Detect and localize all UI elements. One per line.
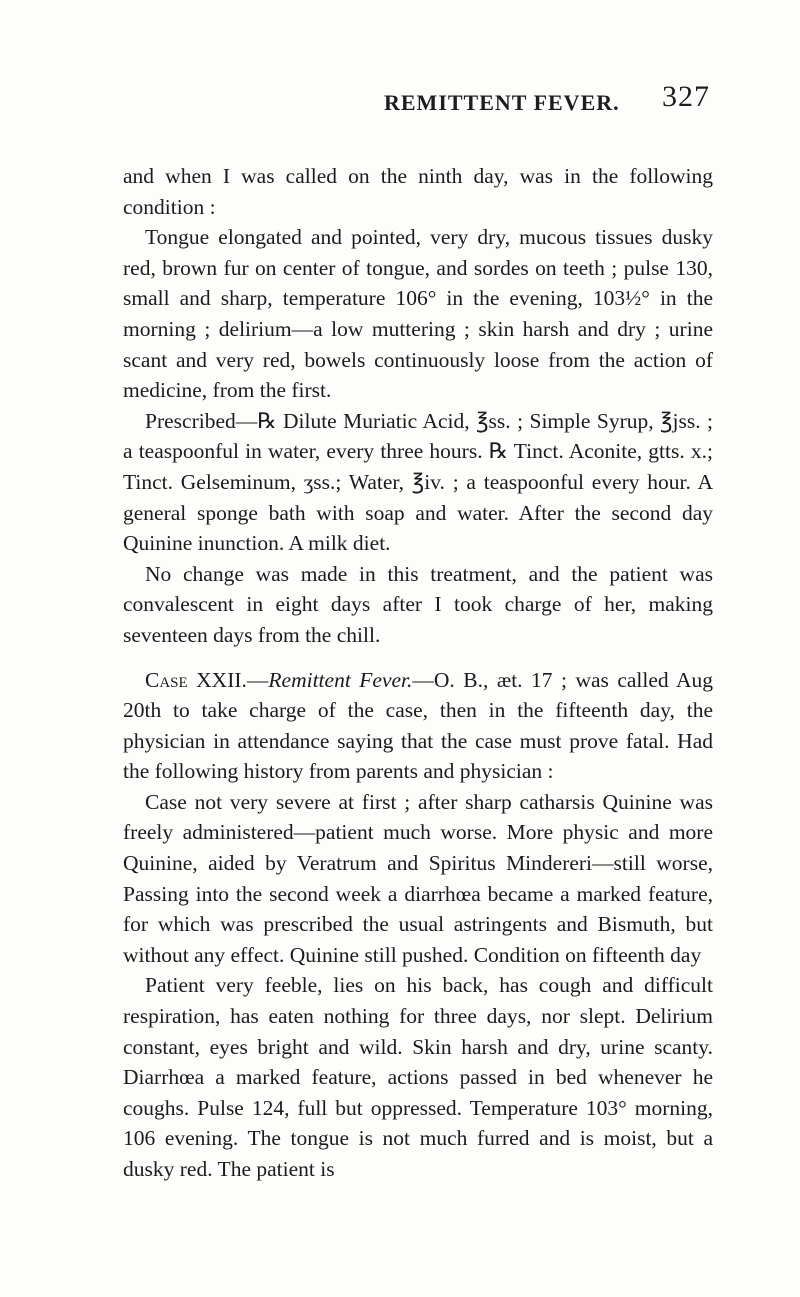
running-title: REMITTENT FEVER.: [384, 90, 620, 115]
case-label: Case XXII.: [145, 667, 247, 692]
case-intro-text: —O. B., æt. 17 ; was called Aug 20th to take charge of the case, then in the fifteenth day, the physician in attendance saying that the case must prove fatal. Had the following history from parents and physician :: [123, 667, 713, 784]
paragraph-prescription: Prescribed—℞ Dilute Muriatic Acid, ℥ss. ; Simple Syrup, ℥jss. ; a teaspoonful in water, every three hours. ℞ Tinct. Aconite, gtts. x.; Tinct. Gelseminum, ʒss.; Water, ℥iv. ; a teaspoonful every hour. A general sponge bath with soap and water. After the second day Quinine inunction. A milk diet.: [123, 408, 713, 556]
case-title: Remittent Fever.: [268, 667, 413, 692]
paragraph-outcome: No change was made in this treatment, and the patient was convalescent in eight days after I took charge of her, making seventeen days from the chill.: [123, 561, 713, 647]
paragraph-condition: Patient very feeble, lies on his back, has cough and difficult respiration, has eaten nothing for three days, nor slept. Delirium constant, eyes bright and wild. Skin harsh and dry, urine scanty. Diarrhœa a marked feature, actions passed in bed whenever he coughs. Pulse 124, full but oppressed. Temperature 103° morning, 106 evening. The tongue is not much furred and is moist, but a dusky red. The patient is: [123, 973, 713, 1181]
paragraph-history: Case not very severe at first ; after sharp catharsis Quinine was freely administered—patient much worse. More physic and more Quinine, aided by Veratrum and Spiritus Mindereri—still worse, Passing into the second week a diarrhœa became a marked feature, for which was prescribed the usual astringents and Bismuth, but without any effect. Quinine still pushed. Condition on fifteenth day: [123, 789, 713, 967]
paragraph-case-xxii: [123, 665, 713, 787]
page-number: 327: [662, 80, 710, 113]
body-text: [123, 161, 713, 1185]
running-head: [384, 80, 710, 120]
paragraph-symptoms: Tongue elongated and pointed, very dry, mucous tissues dusky red, brown fur on center of tongue, and sordes on teeth ; pulse 130, small and sharp, temperature 106° in the evening, 103½° in the morning ; delirium—a low muttering ; skin harsh and dry ; urine scant and very red, bowels continuously loose from the action of medicine, from the first.: [123, 225, 713, 403]
paragraph-continuation: and when I was called on the ninth day, was in the following condition :: [123, 164, 713, 219]
case-dash: —: [246, 667, 269, 692]
